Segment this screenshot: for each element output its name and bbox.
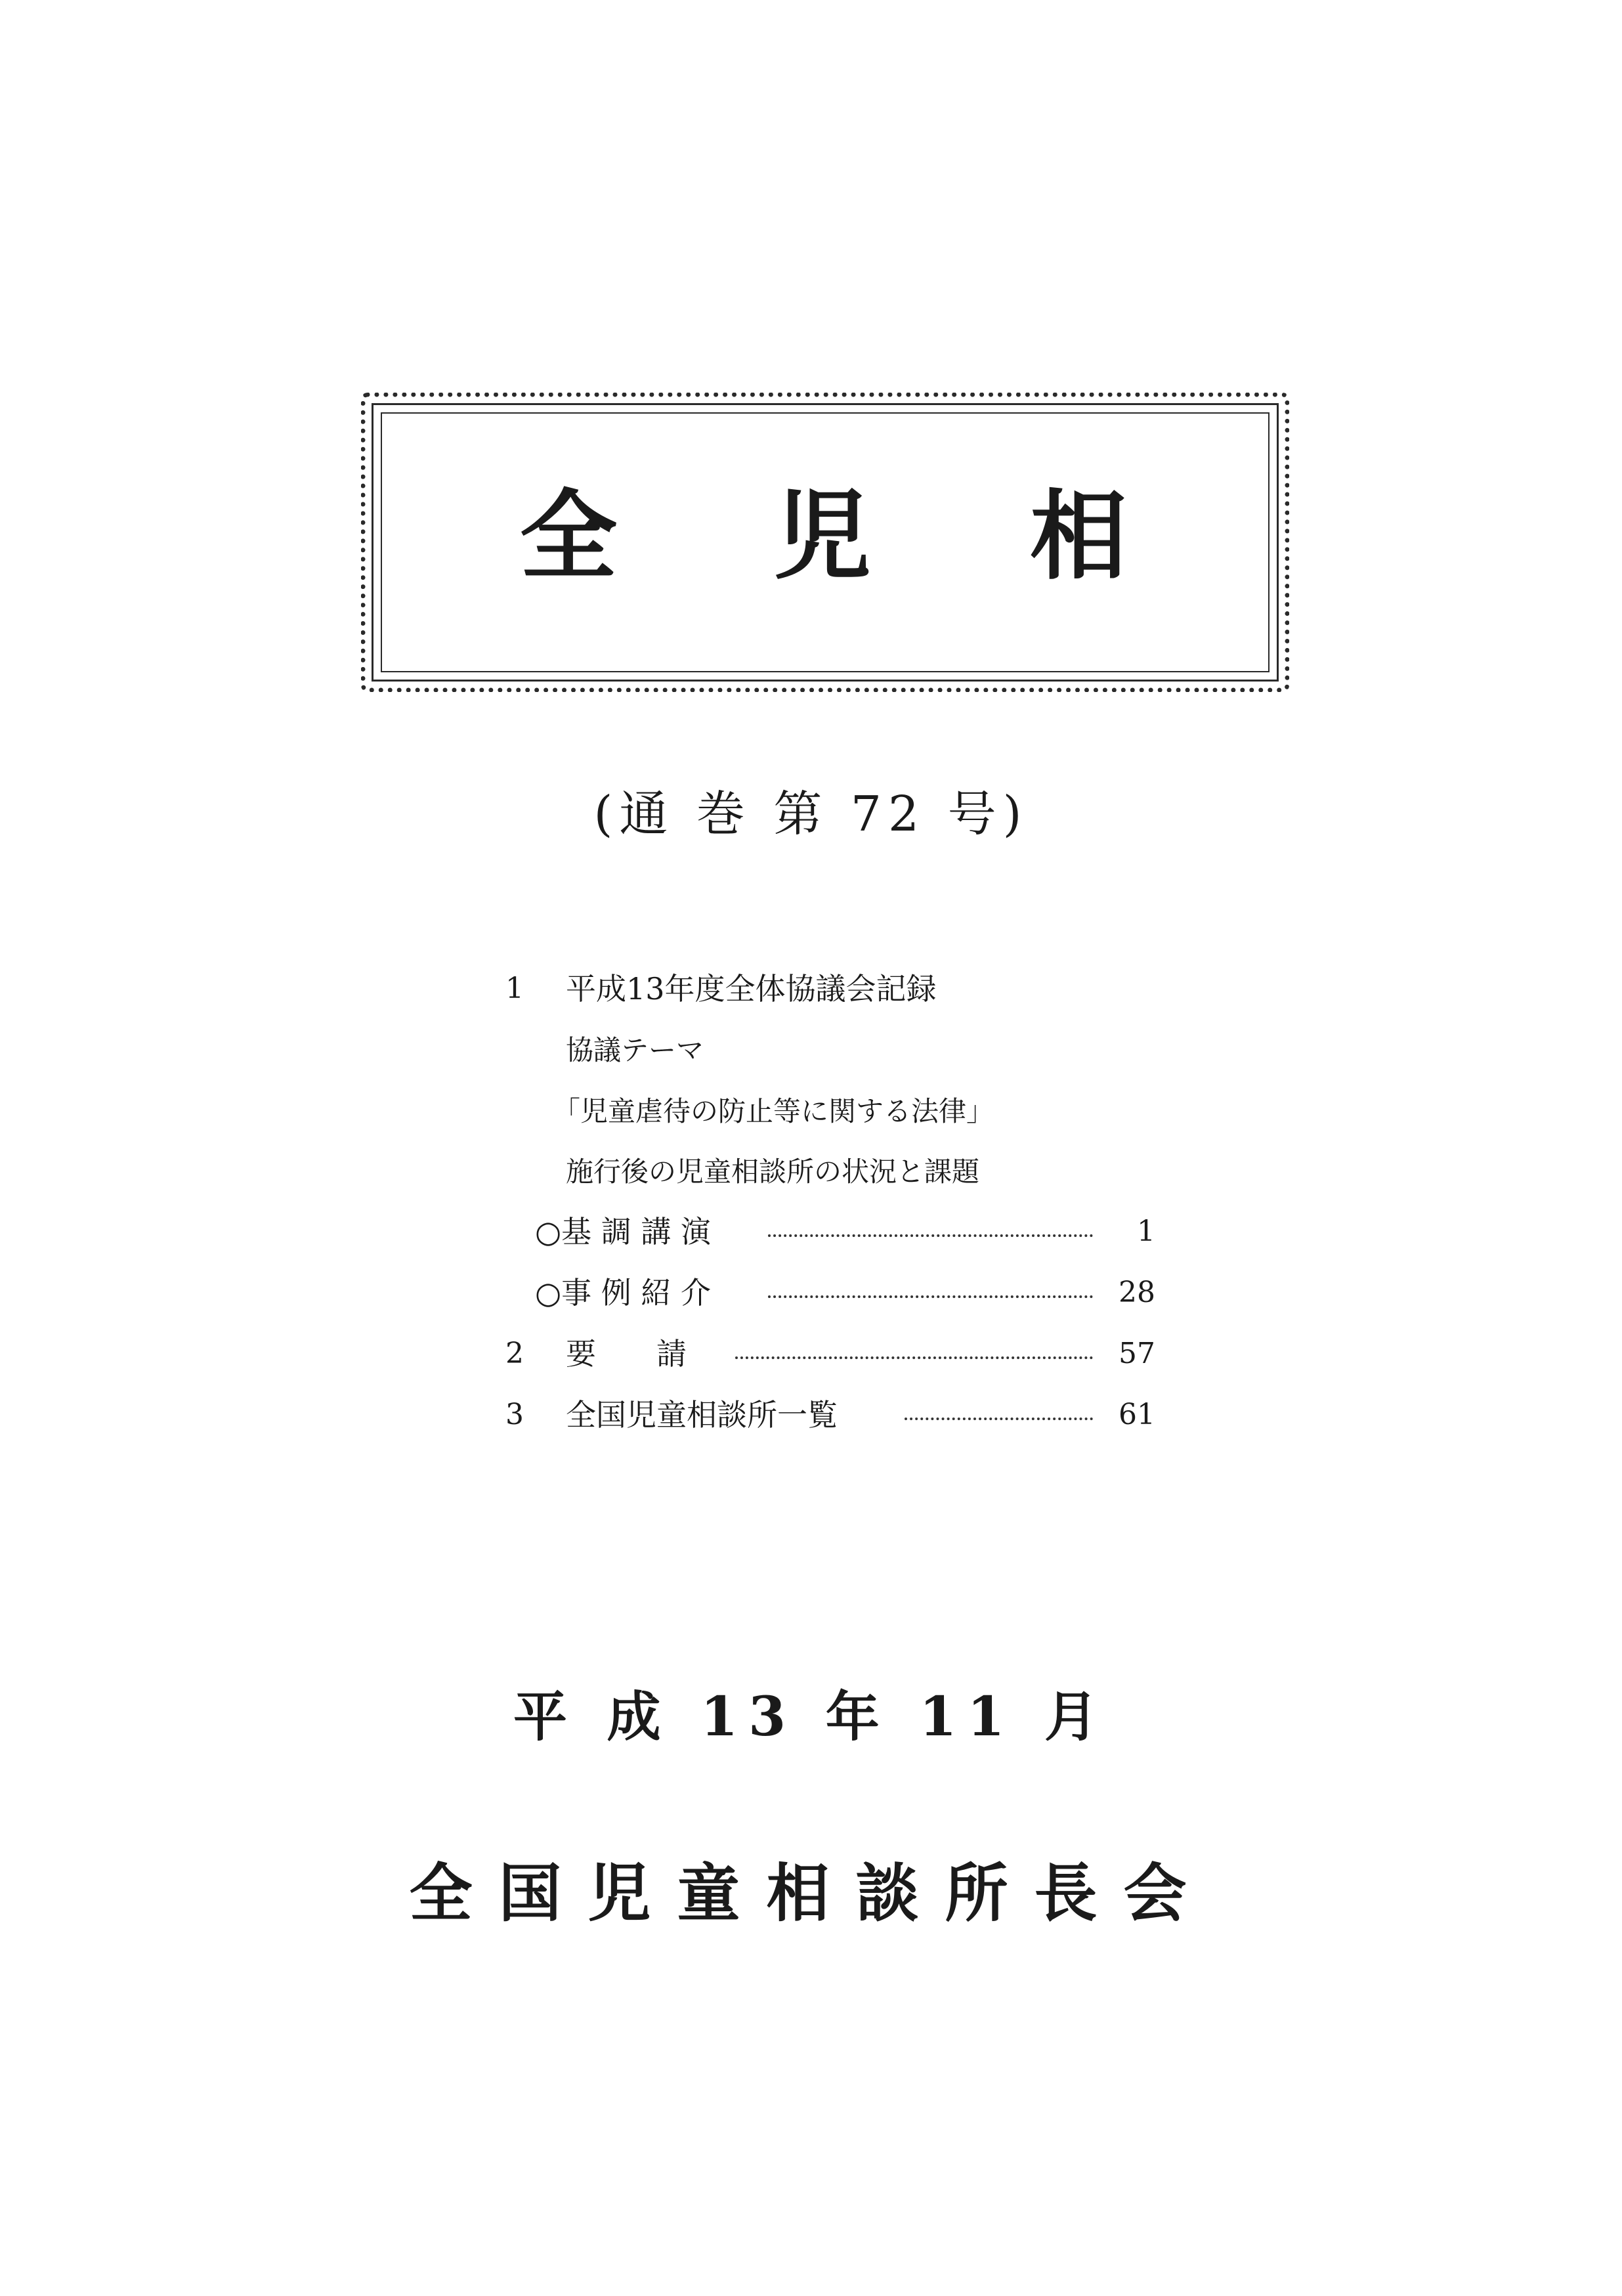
title-char-3: 相 <box>1030 479 1127 593</box>
toc-section-3-title: 全国児童相談所一覧 <box>566 1397 838 1433</box>
toc-page-section-2: 57 <box>1119 1337 1155 1370</box>
toc-leader-dots <box>768 1295 1093 1298</box>
publisher-organization: 全国児童相談所長会 <box>409 1856 1213 1930</box>
toc-item-keynote: ○基 調 講 演 <box>535 1214 712 1249</box>
toc-section-1-title: 平成13年度全体協議会記録 <box>566 971 937 1007</box>
title-char-2: 児 <box>774 479 871 593</box>
toc-page-section-3: 61 <box>1119 1398 1155 1431</box>
title-char-1: 全 <box>520 479 617 593</box>
toc-leader-dots <box>905 1418 1093 1420</box>
toc-leader-dots <box>768 1234 1093 1237</box>
toc-section-1-number: 1 <box>505 972 524 1005</box>
toc-theme-label: 協議テーマ <box>566 1034 704 1066</box>
toc-section-2-number: 2 <box>505 1337 524 1370</box>
toc-page-keynote: 1 <box>1137 1215 1155 1248</box>
toc-theme-line-1: 「児童虐待の防止等に関する法律」 <box>553 1095 994 1127</box>
volume-number: (通 巻 第 72 号) <box>593 786 1029 842</box>
toc-section-3-number: 3 <box>505 1398 524 1431</box>
toc-leader-dots <box>735 1356 1093 1359</box>
toc-item-case-study: ○事 例 紹 介 <box>535 1275 712 1310</box>
publication-date: 平 成 13 年 11 月 <box>513 1685 1109 1748</box>
toc-theme-line-2: 施行後の児童相談所の状況と課題 <box>566 1156 980 1188</box>
toc-section-2-title: 要 請 <box>566 1336 687 1372</box>
toc-page-case-study: 28 <box>1119 1276 1155 1309</box>
